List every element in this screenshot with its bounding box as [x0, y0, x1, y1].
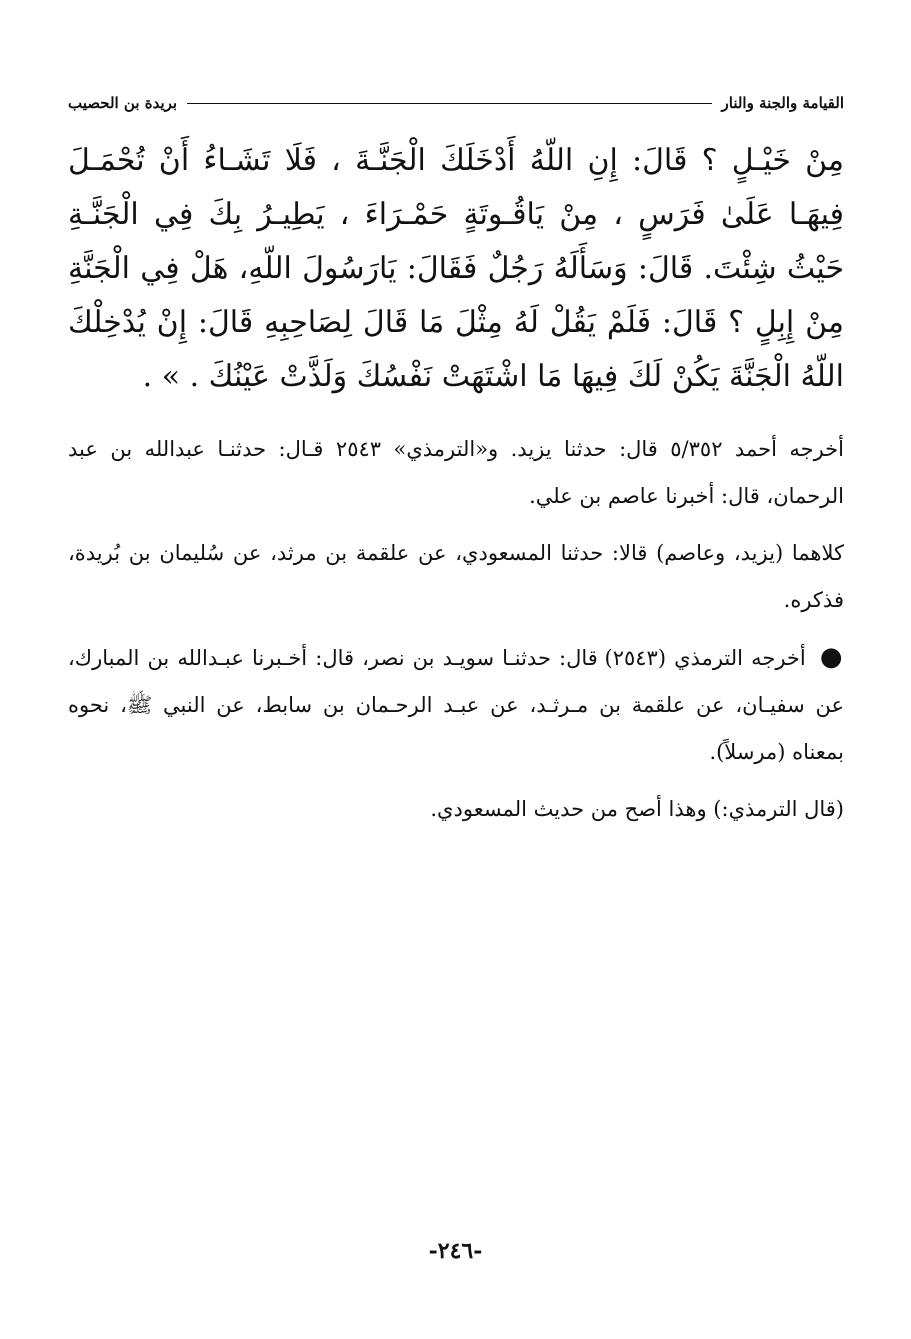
note-paragraph-3-text: أخرجه الترمذي (٢٥٤٣) قال: حدثنـا سويـد بن نصر، قال: أخـبرنا عبـدالله بن المبارك، عن سفيـان، عن علقمة بن مـرثـد، عن عبـد الرحـمان بن سابط، عن النبي ﷺ، نحوه بمعناه (مرسلاً). [68, 646, 844, 764]
hadith-text [68, 134, 844, 404]
header-rule [187, 103, 711, 104]
section-title: بريدة بن الحصيب [68, 94, 178, 112]
takhrij-notes [68, 426, 844, 843]
page-number: -٢٤٦- [428, 1238, 483, 1264]
note-paragraph-3 [68, 634, 844, 776]
note-paragraph-1: أخرجه أحمد ٥/٣٥٢ قال: حدثنا يزيد. و«الترمذي» ٢٥٤٣ قـال: حدثنـا عبدالله بن عبد الرحمان، قال: أخبرنا عاصم بن علي. [68, 437, 844, 508]
note-paragraph-4: (قال الترمذي:) وهذا أصح من حديث المسعودي. [430, 797, 844, 821]
book-title: القيامة والجنة والنار [721, 94, 844, 112]
bullet-icon: ● [819, 642, 845, 672]
hadith-paragraph: مِنْ خَيْـلٍ ؟ قَالَ: إِنِ اللّهُ أَدْخَلَكَ الْجَنَّـةَ ، فَلَا تَشَـاءُ أَنْ تُحْمَـلَ فِيهَـا عَلَىٰ فَرَسٍ ، مِنْ يَاقُـوتَةٍ حَمْـرَاءَ ، يَطِيـرُ بِكَ فِي الْجَنَّـةِ حَيْثُ شِئْتَ. قَالَ: وَسَأَلَهُ رَجُلٌ فَقَالَ: يَارَسُولَ اللّهِ، هَلْ فِي الْجَنَّةِ مِنْ إِبِلٍ ؟ قَالَ: فَلَمْ يَقُلْ لَهُ مِثْلَ مَا قَالَ لِصَاحِبِهِ قَالَ: إِنْ يُدْخِلْكَ اللّهُ الْجَنَّةَ يَكُنْ لَكَ فِيهَا مَا اشْتَهَتْ نَفْسُكَ وَلَذَّتْ عَيْنُكَ . » . [68, 143, 844, 394]
note-paragraph-2: كلاهما (يزيد، وعاصم) قالا: حدثنا المسعودي، عن علقمة بن مرثد، عن سُليمان بن بُريدة، فذكره. [68, 541, 844, 612]
running-header [68, 88, 844, 118]
